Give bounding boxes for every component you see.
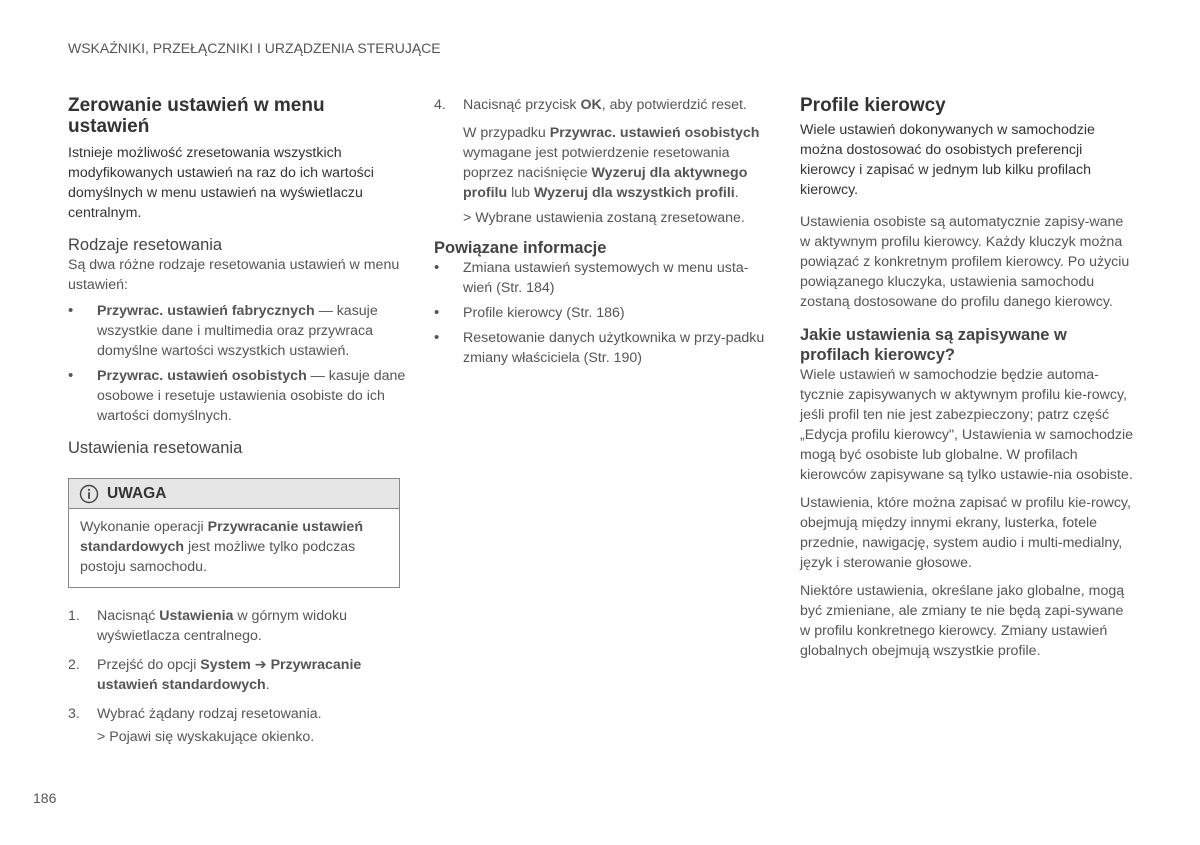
- page-header: WSKAŹNIKI, PRZEŁĄCZNIKI I URZĄDZENIA STERUJĄCE: [68, 40, 441, 56]
- column-left: [68, 95, 408, 756]
- list-item[interactable]: • Zmiana ustawień systemowych w menu usta-wień (Str. 184): [434, 258, 774, 298]
- list-item[interactable]: • Resetowanie danych użytkownika w przy-padku zmiany właściciela (Str. 190): [434, 328, 774, 368]
- section-title-profiles: Profile kierowcy: [800, 95, 946, 116]
- step-4-detail: W przypadku Przywrac. ustawień osobistych wymagane jest potwierdzenie resetowania poprzez naciśnięcie Wyzeruj dla aktywnego profilu lub Wyzeruj dla wszystkich profili.: [463, 125, 760, 201]
- profiles-intro: Wiele ustawień dokonywanych w samochodzie można dostosować do osobistych preferencji kierowcy i zapisać w jednym lub kilku profilach kierowcy.: [800, 122, 1095, 198]
- list-item: • Przywrac. ustawień fabrycznych — kasuje wszystkie dane i multimedia oraz przywraca domyślne wartości wszystkich ustawień.: [68, 301, 408, 361]
- types-intro: Są dwa różne rodzaje resetowania ustawień w menu ustawień:: [68, 257, 400, 293]
- arrow-right-icon: ➔: [254, 657, 267, 673]
- step-4: 4. Nacisnąć przycisk OK, aby potwierdzić reset. W przypadku Przywrac. ustawień osobistych wymagane jest potwierdzenie resetowania poprzez naciśnięcie Wyzeruj dla aktywnego profilu lub Wyzeruj dla wszystkich profili. > Wybrane ustawienia zostaną zresetowane.: [434, 95, 774, 228]
- note-body: Wykonanie operacji Przywracanie ustawień standardowych jest możliwe tylko podczas postoju samochodu.: [80, 519, 363, 575]
- step-3: 3. Wybrać żądany rodzaj resetowania. > Pojawi się wyskakujące okienko.: [68, 704, 408, 747]
- section-title-reset: Zerowanie ustawień w menu ustawień: [68, 95, 325, 137]
- step-1: 1. Nacisnąć Ustawienia w górnym widoku wyświetlacza centralnego.: [68, 608, 347, 644]
- list-item[interactable]: • Profile kierowcy (Str. 186): [434, 303, 774, 323]
- profiles-paragraph-2: Wiele ustawień w samochodzie będzie automa-tycznie zapisywanych w aktywnym profilu kie-rowcy, jeśli profil ten nie jest zabezpieczony; patrz część „Edycja profilu kierowcy", Ustawienia w samochodzie mogą być osobiste lub globalne. W profilach kierowców zapisywane są tylko ustawie-nia osobiste.: [800, 367, 1134, 483]
- info-icon: [79, 484, 99, 504]
- profiles-paragraph-1: Ustawienia osobiste są automatycznie zapisy-wane w aktywnym profilu kierowcy. Każdy kluczyk można powiązać z konkretnym profilem kierowcy. Po użyciu powiązanego kluczyka, ustawienia samochodu zostaną dostosowane do profilu danego kierowcy.: [800, 214, 1130, 310]
- note-title: UWAGA: [107, 484, 167, 502]
- heading-related: Powiązane informacje: [434, 239, 607, 257]
- note-box: [68, 478, 400, 588]
- column-middle: [434, 95, 774, 373]
- heading-saved-settings: Jakie ustawienia są zapisywane w profilach kierowcy?: [800, 326, 1067, 364]
- list-item: • Przywrac. ustawień osobistych — kasuje dane osobowe i resetuje ustawienia osobiste do ich wartości domyślnych.: [68, 366, 408, 426]
- reset-intro: Istnieje możliwość zresetowania wszystkich modyfikowanych ustawień na raz do ich wartości domyślnych w menu ustawień na wyświetlaczu centralnym.: [68, 145, 374, 221]
- page-number: 186: [33, 790, 57, 806]
- step-3-result: > Pojawi się wyskakujące okienko.: [97, 729, 315, 745]
- step-2: 2. Przejść do opcji System ➔ Przywracanie ustawień standardowych.: [68, 657, 362, 693]
- step-4-result: > Wybrane ustawienia zostaną zresetowane.: [463, 210, 745, 226]
- heading-reset-types: Rodzaje resetowania: [68, 236, 223, 254]
- profiles-paragraph-4: Niektóre ustawienia, określane jako globalne, mogą być zmieniane, ale zmiany te nie będą zapi-sywane w profilu konkretnego kierowcy. Zmiany ustawień globalnych obejmują wszystkie profile.: [800, 583, 1125, 659]
- heading-reset-settings: Ustawienia resetowania: [68, 439, 243, 457]
- steps-list: [68, 606, 408, 747]
- steps-list-continued: [434, 95, 774, 228]
- profiles-paragraph-3: Ustawienia, które można zapisać w profilu kie-rowcy, obejmują między innymi ekrany, lusterka, fotele przednie, nawigację, system audio i multi-medialny, język i sterowanie głosowe.: [800, 495, 1131, 571]
- column-right: [800, 95, 1134, 661]
- related-list: [434, 258, 774, 368]
- note-header: [69, 479, 399, 509]
- reset-types-list: [68, 301, 408, 426]
